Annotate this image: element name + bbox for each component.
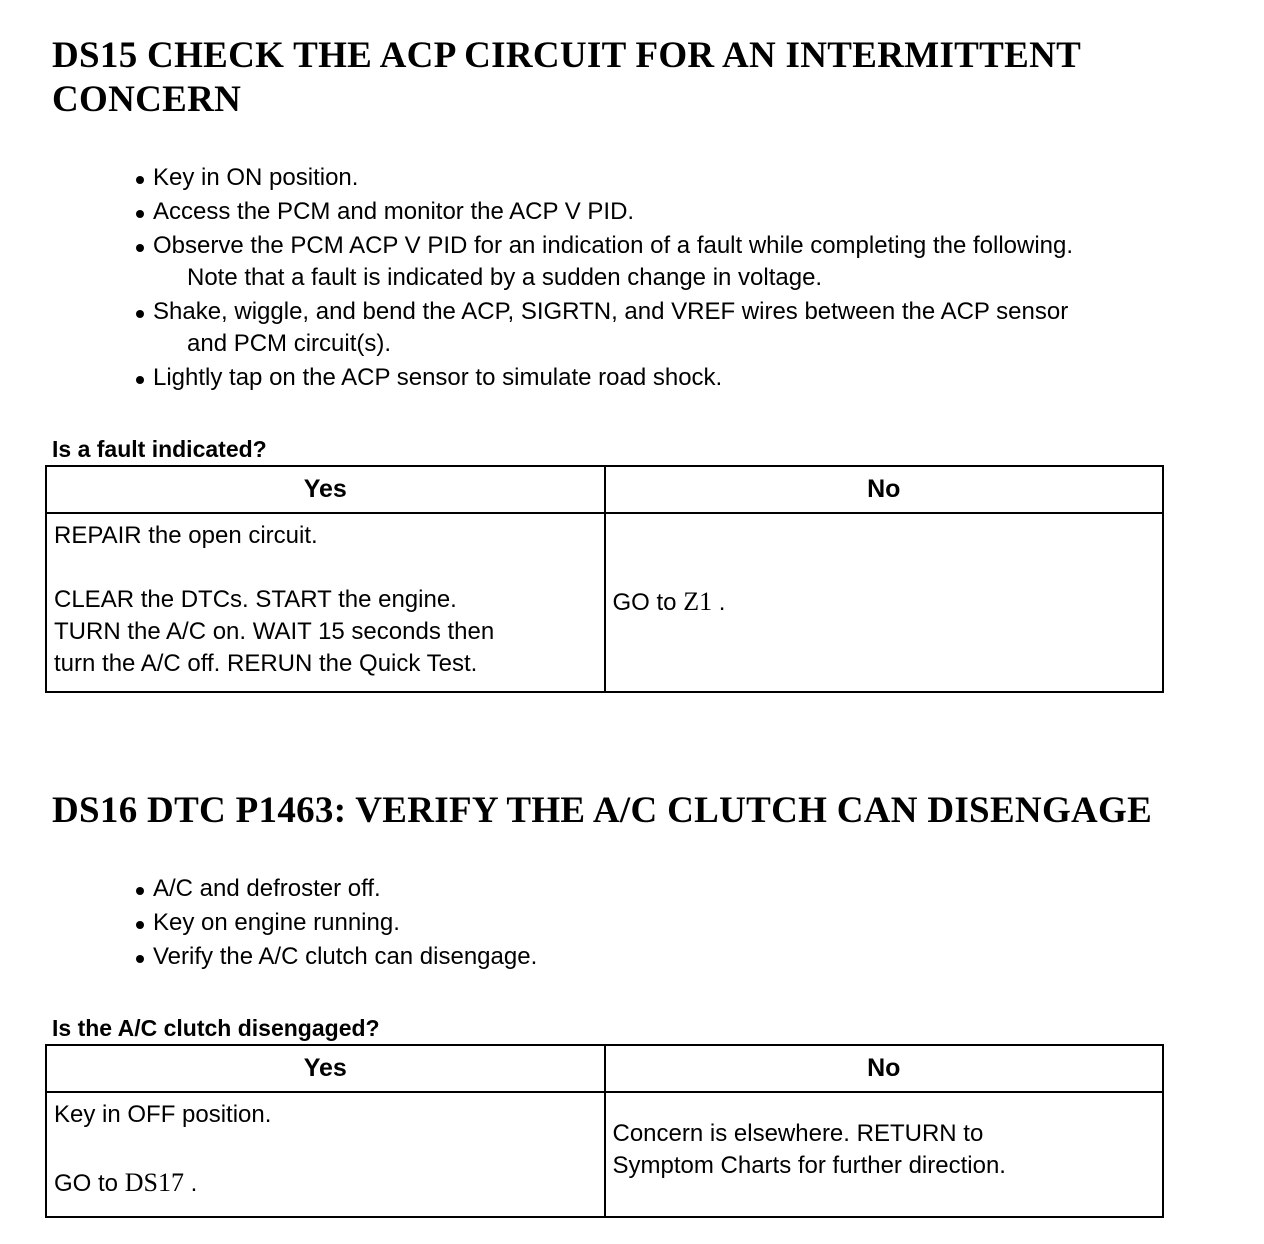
- goto-period: .: [718, 589, 726, 616]
- yes-text-line: Key in OFF position.: [54, 1101, 272, 1128]
- yes-text-line: turn the A/C off. RERUN the Quick Test.: [54, 650, 478, 677]
- goto-link-z1[interactable]: Z1: [683, 587, 713, 616]
- step-text: A/C and defroster off.: [153, 875, 381, 902]
- ds16-decision-table: [45, 1044, 1164, 1218]
- ds15-question: Is a fault indicated?: [52, 436, 267, 462]
- ds16-steps-list: [136, 873, 537, 975]
- table-header-row: [46, 1045, 1163, 1092]
- list-item: [136, 362, 1073, 394]
- bullet-icon: [136, 210, 144, 218]
- step-text: Verify the A/C clutch can disengage.: [153, 943, 538, 970]
- table-row: [46, 1092, 1163, 1217]
- table-row: [46, 513, 1163, 692]
- yes-cell: [46, 1092, 605, 1217]
- no-cell: [605, 1092, 1164, 1217]
- step-text: Key on engine running.: [153, 909, 400, 936]
- section-ds15-title: DS15 CHECK THE ACP CIRCUIT FOR AN INTERMITTENT: [52, 35, 1082, 76]
- bullet-icon: [136, 310, 144, 318]
- ds15-steps-list: [136, 162, 1073, 396]
- list-item: [136, 230, 1073, 294]
- ds15-decision-table: [45, 465, 1164, 693]
- step-text-continued: Note that a fault is indicated by a sudden change in voltage.: [187, 264, 823, 291]
- yes-column-header: Yes: [46, 1045, 605, 1092]
- no-column-header: No: [605, 466, 1164, 513]
- goto-text: GO to: [54, 1170, 119, 1197]
- no-text-line: Concern is elsewhere. RETURN to: [612, 1119, 984, 1147]
- step-text: Observe the PCM ACP V PID for an indication of a fault while completing the following.: [153, 232, 1074, 259]
- goto-period: .: [190, 1170, 198, 1197]
- goto-link-ds17[interactable]: DS17: [124, 1168, 184, 1197]
- section-ds15-title-line2: CONCERN: [52, 79, 242, 120]
- list-item: [136, 196, 1073, 228]
- list-item: [136, 941, 537, 973]
- step-text: Shake, wiggle, and bend the ACP, SIGRTN, and VREF wires between the ACP sensor: [153, 298, 1069, 325]
- bullet-icon: [136, 244, 144, 252]
- list-item: [136, 873, 537, 905]
- table-header-row: [46, 466, 1163, 513]
- ds16-question: Is the A/C clutch disengaged?: [52, 1015, 380, 1041]
- goto-text: GO to: [612, 589, 677, 616]
- no-text-line: Symptom Charts for further direction.: [612, 1151, 1006, 1179]
- no-cell: [605, 513, 1164, 692]
- yes-text-line: REPAIR the open circuit.: [54, 522, 318, 549]
- list-item: [136, 296, 1073, 360]
- bullet-icon: [136, 887, 144, 895]
- list-item: [136, 907, 537, 939]
- bullet-icon: [136, 955, 144, 963]
- section-ds16-title: DS16 DTC P1463: VERIFY THE A/C CLUTCH CAN DISENGAGE: [52, 790, 1153, 831]
- yes-column-header: Yes: [46, 466, 605, 513]
- yes-cell: [46, 513, 605, 692]
- step-text: Access the PCM and monitor the ACP V PID.: [153, 198, 635, 225]
- no-column-header: No: [605, 1045, 1164, 1092]
- yes-text-line: CLEAR the DTCs. START the engine.: [54, 586, 457, 613]
- yes-text-line: TURN the A/C on. WAIT 15 seconds then: [54, 618, 495, 645]
- bullet-icon: [136, 176, 144, 184]
- list-item: [136, 162, 1073, 194]
- bullet-icon: [136, 921, 144, 929]
- step-text-continued: and PCM circuit(s).: [187, 330, 392, 357]
- bullet-icon: [136, 376, 144, 384]
- step-text: Key in ON position.: [153, 164, 359, 191]
- step-text: Lightly tap on the ACP sensor to simulate road shock.: [153, 364, 723, 391]
